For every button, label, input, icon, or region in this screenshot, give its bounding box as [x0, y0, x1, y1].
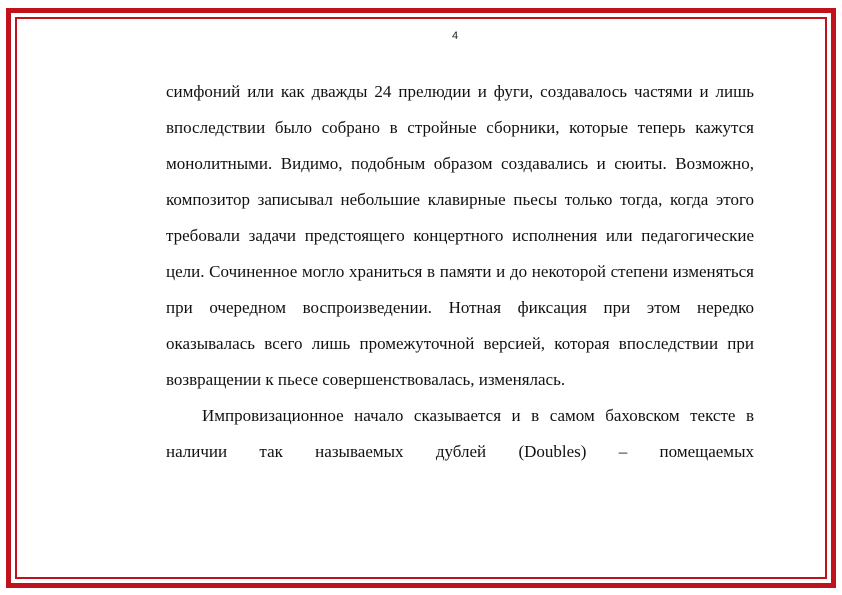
page-number: 4: [451, 30, 459, 42]
document-body: [166, 74, 754, 470]
paragraph-continued: симфоний или как дважды 24 прелюдии и фуги, создавалось частями и лишь впоследствии было собрано в стройные сборники, которые теперь кажутся монолитными. Видимо, подобным образом создавались и сюиты. Возможно, композитор записывал небольшие клавирные пьесы только тогда, когда этого требовали задачи предстоящего концертного исполнения или педагогические цели. Сочиненное могло храниться в памяти и до некоторой степени изменяться при очередном воспроизведении. Нотная фиксация при этом нередко оказывалась всего лишь промежуточной версией, которая впоследствии при возвращении к пьесе совершенствовалась, изменялась.: [166, 82, 754, 389]
paragraph-improvisation: Импровизационное начало сказывается и в самом баховском тексте в наличии так называемых дублей (Doubles) – помещаемых: [166, 406, 754, 461]
